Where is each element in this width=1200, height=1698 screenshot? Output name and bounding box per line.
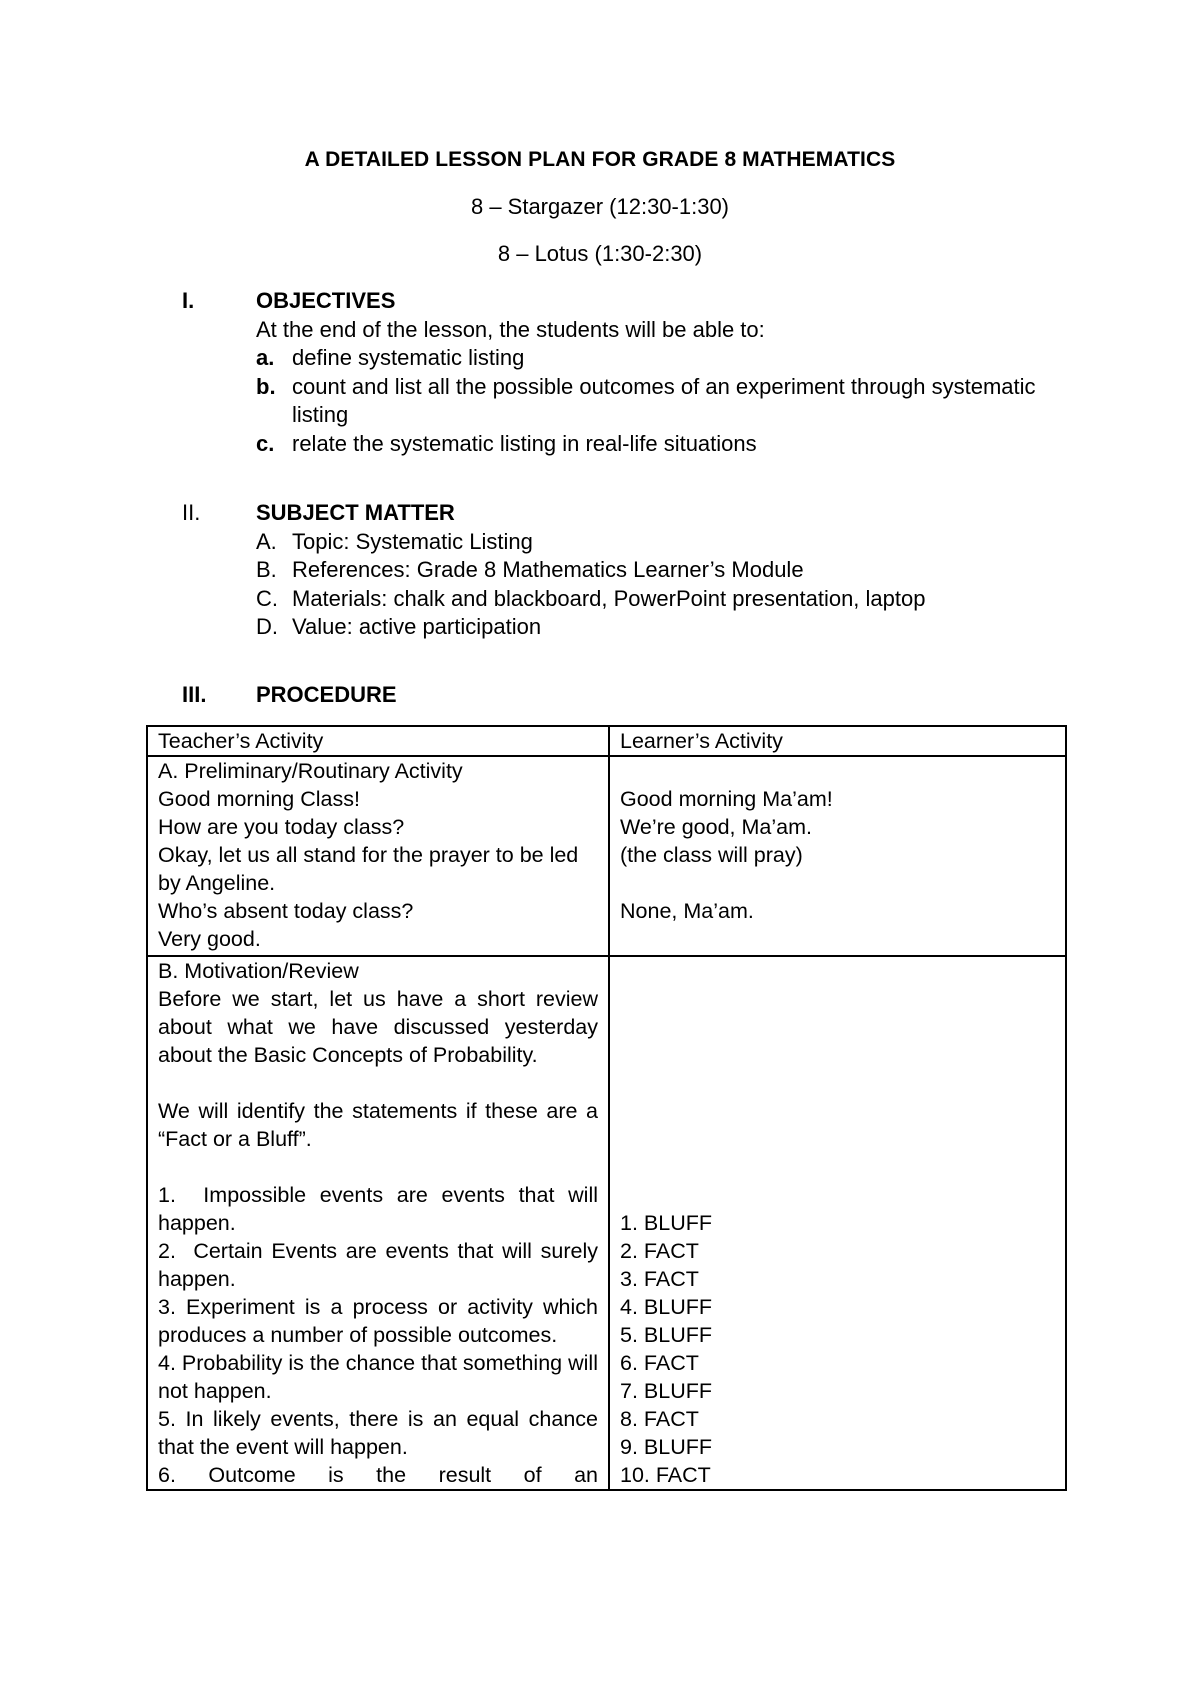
- statement-item: 3. Experiment is a process or activity which produces a number of possible outcomes.: [158, 1295, 604, 1347]
- subject-text: Topic: Systematic Listing: [292, 528, 533, 554]
- motivation-intro: Before we start, let us have a short review about what we have discussed yesterday about the Basic Concepts of Probability.: [158, 987, 604, 1067]
- answer-item: 2. FACT: [620, 1239, 699, 1263]
- objective-text: count and list all the possible outcomes of an experiment through systematic listing: [292, 373, 1036, 428]
- learner-line: None, Ma’am.: [620, 899, 754, 923]
- subject-mark: B.: [256, 557, 277, 583]
- objectives-intro: At the end of the lesson, the students will be able to:: [256, 316, 765, 342]
- objectives-heading: OBJECTIVES: [256, 288, 396, 313]
- answer-item: 1. BLUFF: [620, 1211, 712, 1235]
- teacher-activity-header: Teacher’s Activity: [147, 726, 609, 756]
- table-row: [147, 956, 1066, 1490]
- teacher-line: How are you today class?: [158, 815, 405, 839]
- objective-mark: a.: [256, 345, 275, 371]
- motivation-learner-cell: [609, 956, 1066, 1490]
- preliminary-teacher-cell: [147, 756, 609, 956]
- learner-line: We’re good, Ma’am.: [620, 815, 812, 839]
- motivation-heading: B. Motivation/Review: [158, 959, 359, 983]
- subject-matter-numeral: II.: [182, 500, 201, 525]
- statement-item: 5. In likely events, there is an equal chance that the event will happen.: [158, 1407, 604, 1459]
- preliminary-learner-cell: [609, 756, 1066, 956]
- objective-item: [256, 344, 1062, 373]
- answer-item: 6. FACT: [620, 1351, 699, 1375]
- procedure-heading: PROCEDURE: [256, 682, 397, 707]
- objective-text: define systematic listing: [292, 345, 525, 371]
- objective-text: relate the systematic listing in real-life situations: [292, 430, 757, 456]
- learner-activity-header: Learner’s Activity: [609, 726, 1066, 756]
- procedure-numeral: III.: [182, 682, 207, 707]
- answer-item: 4. BLUFF: [620, 1295, 712, 1319]
- teacher-line: Good morning Class!: [158, 787, 360, 811]
- objective-mark: c.: [256, 430, 275, 456]
- subject-item: [256, 556, 1062, 585]
- subject-item: [256, 613, 1062, 642]
- procedure-section: [182, 681, 1062, 710]
- subject-text: Materials: chalk and blackboard, PowerPoint presentation, laptop: [292, 585, 926, 611]
- table-row: [147, 756, 1066, 956]
- teacher-line: Okay, let us all stand for the prayer to be led by Angeline.: [158, 843, 585, 895]
- subject-mark: A.: [256, 528, 277, 554]
- subject-text: Value: active participation: [292, 614, 542, 640]
- answer-item: 9. BLUFF: [620, 1435, 712, 1459]
- objectives-numeral: I.: [182, 288, 195, 313]
- class-section-lotus: 8 – Lotus (1:30-2:30): [497, 241, 703, 266]
- subject-matter-heading: SUBJECT MATTER: [256, 500, 455, 525]
- class-section-stargazer: 8 – Stargazer (12:30-1:30): [470, 194, 730, 219]
- statement-item: 1. Impossible events are events that will happen.: [158, 1183, 604, 1235]
- subject-matter-section: [182, 499, 1062, 642]
- document-title: A DETAILED LESSON PLAN FOR GRADE 8 MATHEMATICS: [304, 148, 896, 171]
- table-header-row: [147, 726, 1066, 756]
- procedure-table: [146, 725, 1067, 1491]
- subject-item: [256, 585, 1062, 614]
- teacher-line: Who’s absent today class?: [158, 899, 414, 923]
- objective-item: [256, 430, 1062, 459]
- objective-item: [256, 373, 1062, 430]
- subject-mark: D.: [256, 614, 278, 640]
- answer-item: 8. FACT: [620, 1407, 699, 1431]
- objective-mark: b.: [256, 373, 276, 399]
- statement-item: 2. Certain Events are events that will surely happen.: [158, 1239, 604, 1291]
- answer-item: 10. FACT: [620, 1463, 711, 1487]
- subject-item: [256, 528, 1062, 557]
- answer-item: 3. FACT: [620, 1267, 699, 1291]
- statement-item: 6. Outcome is the result of an: [158, 1463, 598, 1487]
- motivation-teacher-cell: [147, 956, 609, 1490]
- subject-text: References: Grade 8 Mathematics Learner’s Module: [292, 557, 804, 583]
- learner-line: (the class will pray): [620, 843, 803, 867]
- learner-line: Good morning Ma’am!: [620, 787, 833, 811]
- motivation-instruction: We will identify the statements if these are a “Fact or a Bluff”.: [158, 1099, 604, 1151]
- answer-item: 5. BLUFF: [620, 1323, 712, 1347]
- preliminary-heading: A. Preliminary/Routinary Activity: [158, 759, 463, 783]
- teacher-line: Very good.: [158, 927, 261, 951]
- objectives-section: [182, 287, 1062, 459]
- answer-item: 7. BLUFF: [620, 1379, 712, 1403]
- subject-mark: C.: [256, 585, 278, 611]
- statement-item: 4. Probability is the chance that something will not happen.: [158, 1351, 604, 1403]
